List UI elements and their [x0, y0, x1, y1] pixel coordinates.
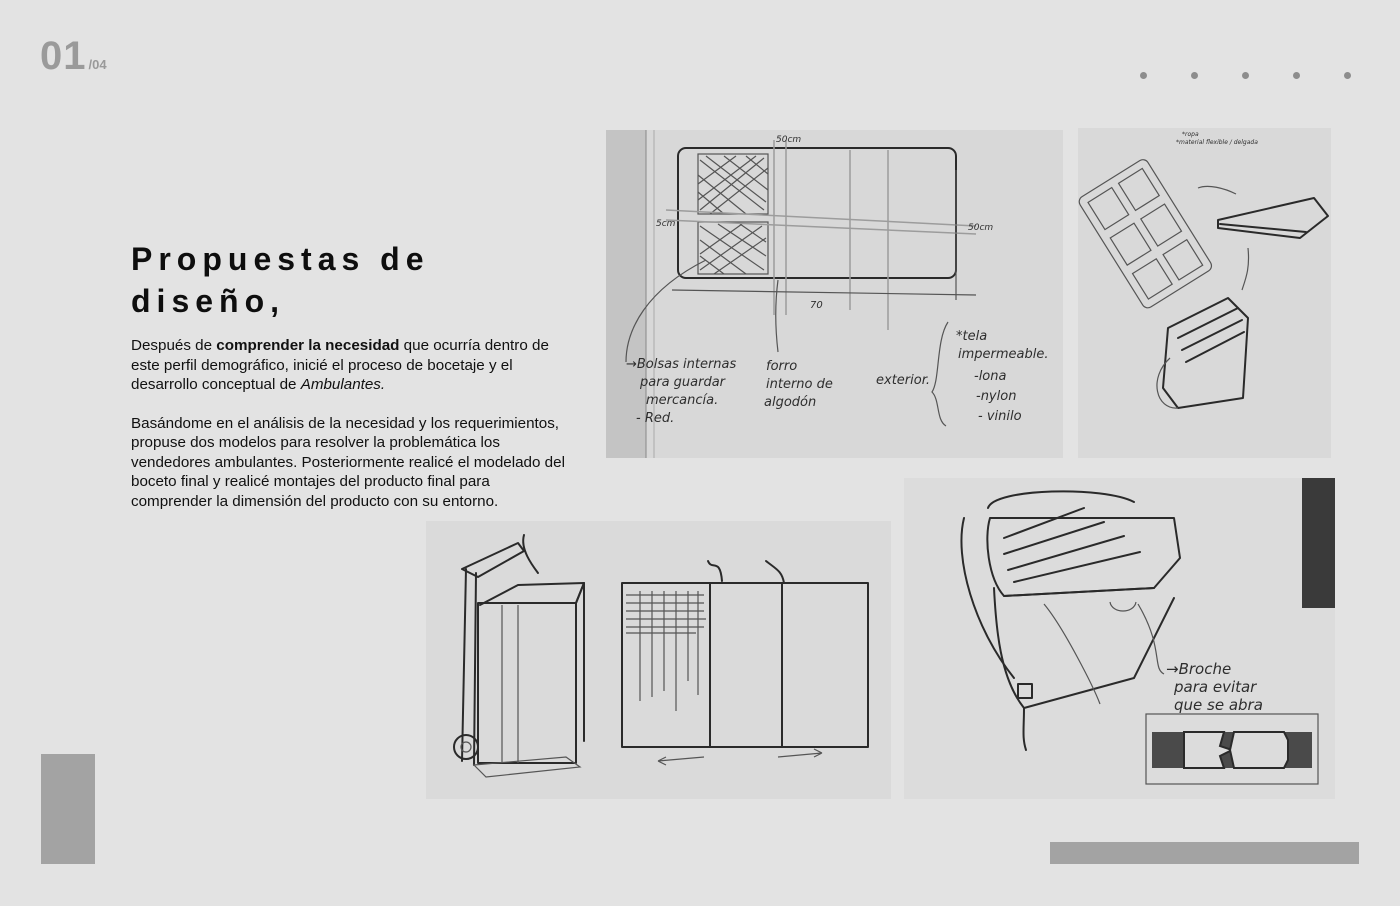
label-dim-bottom: 70 [810, 300, 823, 311]
note-internal-bags-3: mercancía. [646, 393, 719, 408]
note-material: *material flexible / delgada [1176, 139, 1258, 146]
label-dim-top: 50cm [776, 135, 802, 145]
page-total: /04 [88, 57, 107, 72]
sketch-layout-drawing [606, 130, 1063, 458]
sketch-photo-trolley [426, 521, 891, 799]
nav-dot[interactable] [1344, 72, 1351, 79]
paragraph-1-text: Después de [131, 337, 217, 354]
note-clasp-2: para evitar [1174, 678, 1257, 696]
note-internal-bags-2: para guardar [640, 375, 726, 390]
paragraph-1 [131, 336, 571, 395]
sketch-photo-folding [1078, 128, 1331, 458]
label-dim-right: 50cm [968, 223, 994, 233]
paragraph-1-bold: comprender la necesidad [216, 337, 400, 354]
description [131, 336, 571, 530]
note-lining-2: interno de [766, 377, 833, 392]
page-nav-dots [1140, 72, 1351, 79]
decorative-bar-left [41, 754, 95, 864]
paragraph-1-text-2: que ocurría dentro de este perfil demográfico, inicié el proceso de bocetaje y el desarrollo conceptual de [131, 337, 549, 393]
title-line-2: diseño, [131, 283, 286, 319]
nav-dot[interactable] [1140, 72, 1147, 79]
paragraph-1-italic: Ambulantes. [300, 376, 386, 393]
title-line-1: Propuestas de [131, 241, 430, 277]
sketch-trolley-drawing [426, 521, 891, 799]
nav-dot[interactable] [1191, 72, 1198, 79]
note-fabric-1: *tela [956, 329, 988, 344]
note-lining-1: forro [766, 359, 798, 374]
note-clasp-3: que se abra [1174, 696, 1263, 714]
label-dim-left: 5cm [656, 219, 676, 229]
note-lining-3: algodón [764, 395, 817, 410]
note-internal-bags-1: →Bolsas internas [626, 357, 737, 372]
sketch-folding-drawing [1078, 128, 1331, 458]
page-number [40, 34, 107, 79]
section-title [131, 238, 491, 322]
page-current: 01 [40, 34, 87, 78]
decorative-bar-bottom [1050, 842, 1359, 864]
note-internal-bags-4: - Red. [636, 411, 675, 426]
sketch-photo-layout [606, 130, 1063, 458]
paragraph-2: Basándome en el análisis de la necesidad y los requerimientos, propuse dos modelos para resolver la problemática los vendedores ambulantes. Posteriormente realicé el modelado del boceto final y realicé montajes del producto final para comprender la dimensión del producto con su entorno. [131, 414, 565, 510]
sketch-clasp-drawing [904, 478, 1335, 799]
sketch-photo-clasp [904, 478, 1335, 799]
note-fabric-3: -lona [974, 369, 1007, 384]
nav-dot[interactable] [1293, 72, 1300, 79]
note-fabric-4: -nylon [976, 389, 1017, 404]
note-fabric-5: - vinilo [978, 409, 1022, 424]
note-fabric-2: impermeable. [958, 347, 1049, 362]
note-clasp-1: →Broche [1166, 660, 1232, 678]
nav-dot[interactable] [1242, 72, 1249, 79]
note-clothing: *ropa [1182, 131, 1199, 138]
note-exterior: exterior. [876, 373, 930, 388]
